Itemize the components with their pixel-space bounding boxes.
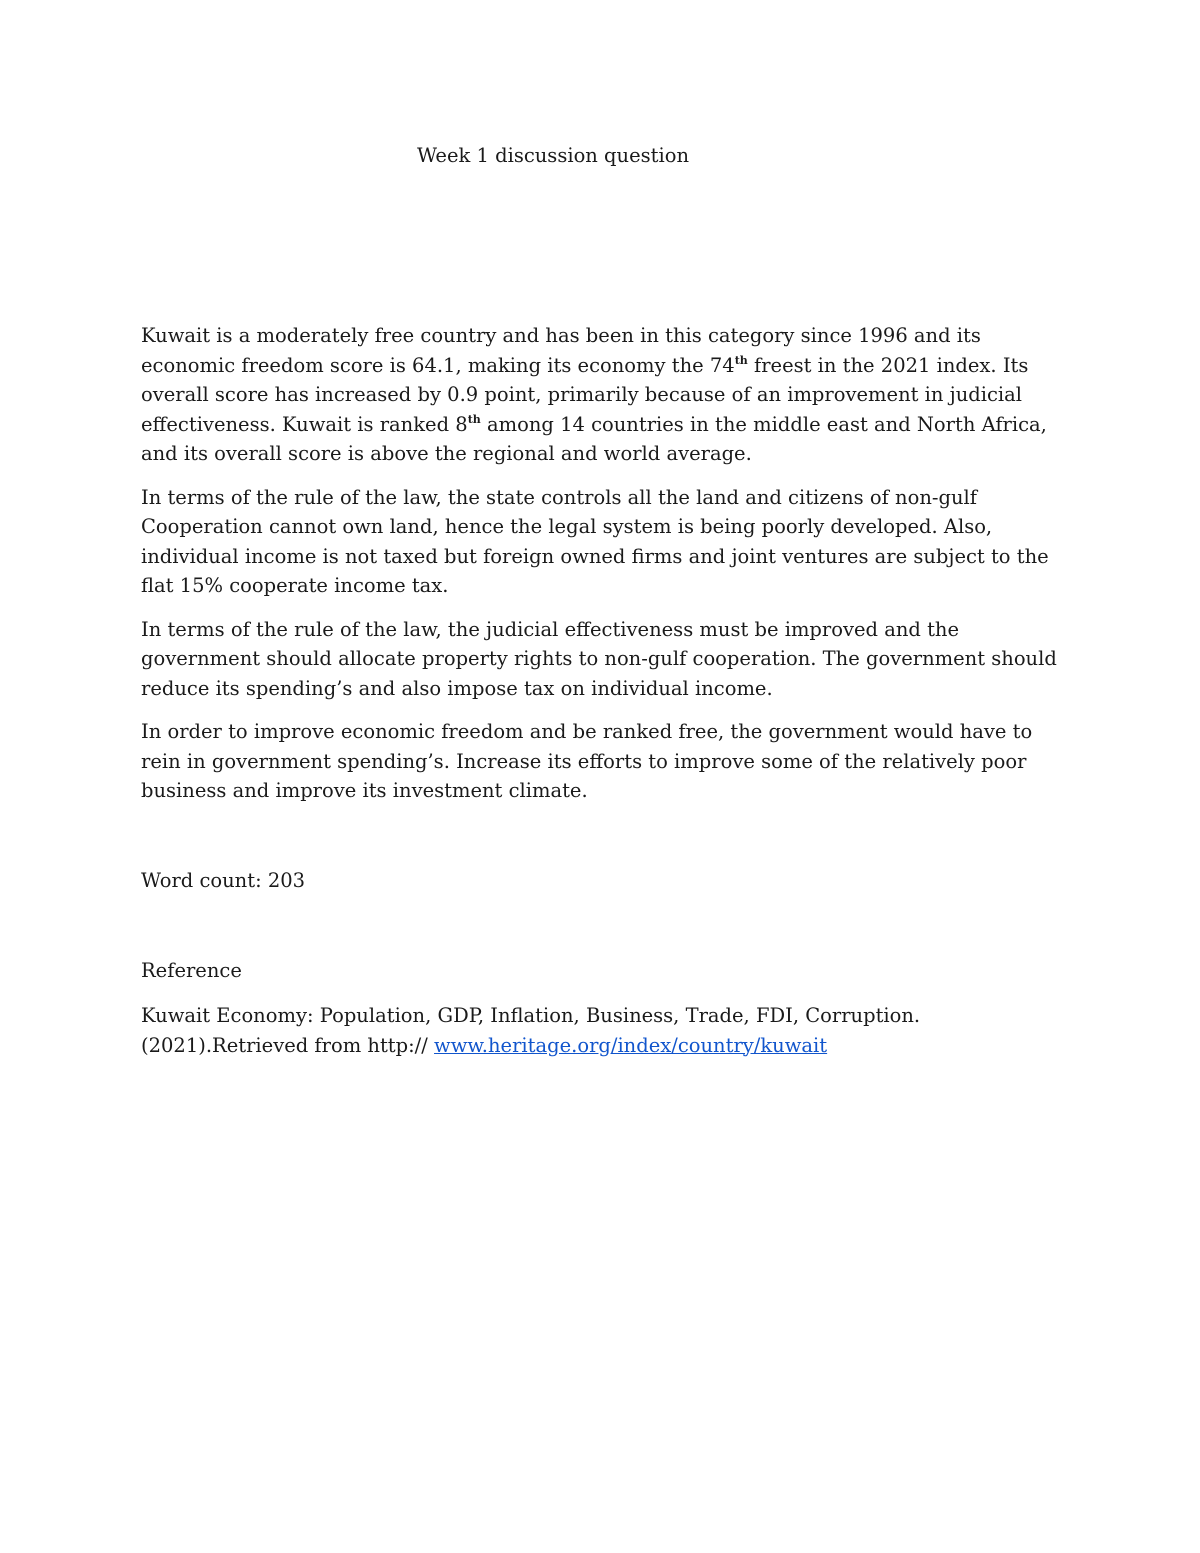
ordinal-superscript-8th: th — [467, 412, 481, 426]
paragraph-1-text-a: Kuwait is a moderately free country and has been in this category since 1996 and its economic freedom score is 64.1, making its economy the 74 — [141, 324, 981, 377]
reference-line-1: Kuwait Economy: Population, GDP, Inflation, Business, Trade, FDI, Corruption. — [141, 1004, 921, 1027]
paragraph-1 — [141, 321, 1066, 469]
document-body — [141, 321, 1066, 820]
paragraph-1-text-c: among 14 countries in the middle east and North Africa, and its overall score is above the regional and world average. — [141, 412, 1047, 465]
paragraph-2: In terms of the rule of the law, the state controls all the land and citizens of non-gulf Cooperation cannot own land, hence the legal system is being poorly developed. Also, individual income is not taxed but foreign owned firms and joint ventures are subject to the flat 15% cooperate income tax. — [141, 485, 1049, 597]
paragraph-3: In terms of the rule of the law, the judicial effectiveness must be improved and the government should allocate property rights to non-gulf cooperation. The government should reduce its spending’s and also impose tax on individual income. — [141, 617, 1057, 700]
paragraph-1-text-b: freest in the 2021 index. Its overall score has increased by 0.9 point, primarily because of an improvement in judicial effectiveness. Kuwait is ranked 8 — [141, 353, 1029, 436]
word-count: Word count: 203 — [141, 869, 306, 892]
paragraph-4: In order to improve economic freedom and be ranked free, the government would have to rein in government spending’s. Increase its efforts to improve some of the relatively poor business and improve its investment climate. — [141, 720, 1033, 802]
reference-line-2-prefix: (2021).Retrieved from http:// — [141, 1033, 435, 1057]
reference-entry — [141, 1001, 1066, 1060]
reference-heading: Reference — [141, 959, 242, 982]
page-title: Week 1 discussion question — [416, 144, 690, 167]
reference-link[interactable]: www.heritage.org/index/country/kuwait — [434, 1033, 828, 1057]
ordinal-superscript-74th: th — [734, 353, 748, 367]
